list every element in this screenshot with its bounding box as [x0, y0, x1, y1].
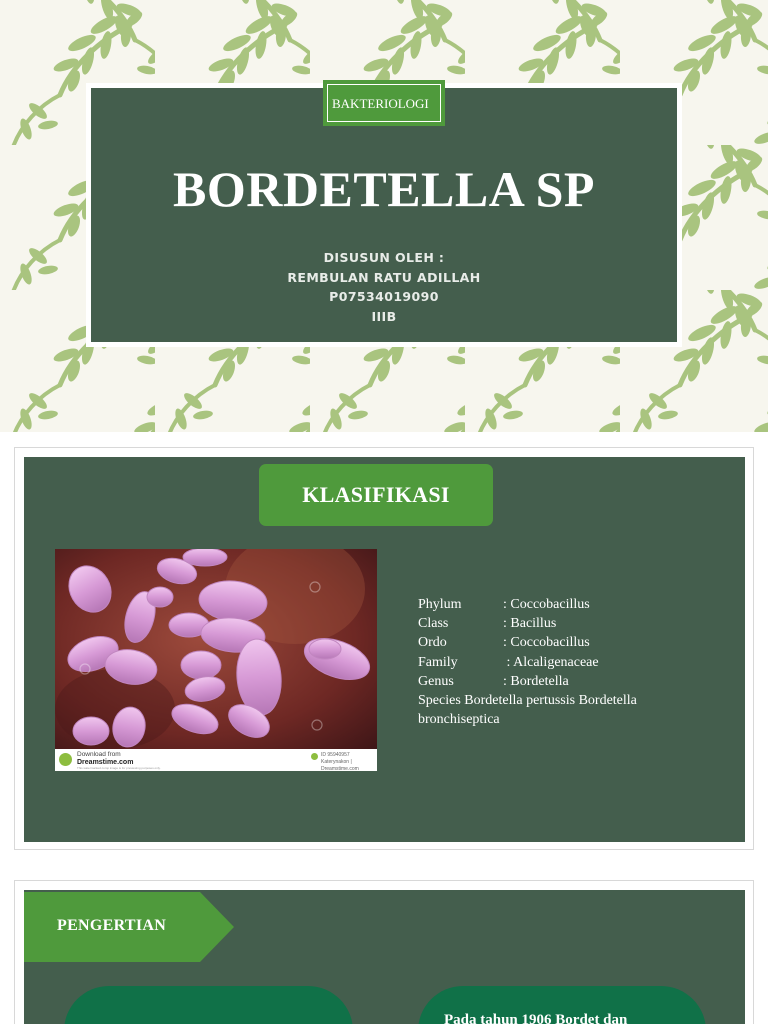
subject-tag [323, 80, 445, 126]
classification-key: Phylum [418, 597, 462, 612]
dreamstime-logo-icon [59, 753, 72, 766]
classification-species: Species Bordetella pertussis Bordetella bronchiseptica [418, 693, 637, 728]
classification-row-phylum [418, 595, 718, 614]
subject-tag-label: BAKTERIOLOGI [327, 84, 441, 122]
image-id-label: ID 95940957 [321, 752, 350, 758]
classification-heading: KLASIFIKASI [259, 464, 493, 526]
classification-key: Class [418, 616, 449, 632]
classification-value: : Coccobacillus [503, 597, 590, 612]
author-line-name: REMBULAN RATU ADILLAH [287, 269, 481, 285]
classification-row-genus [418, 672, 718, 691]
classification-key: Family [418, 654, 458, 670]
definition-card-text: Pada tahun 1906 Bordet dan [444, 1012, 628, 1024]
classification-key: Genus [418, 673, 454, 689]
title-slide [0, 0, 768, 432]
download-note: This watermarked comp image is for previewing purposes only. [77, 766, 161, 770]
classification-row-class [418, 614, 718, 633]
photo-watermark-bar [55, 749, 377, 771]
classification-list [418, 595, 718, 729]
classification-value: : Alcaligenaceae [503, 654, 599, 670]
presentation-title: BORDETELLA SP [173, 161, 595, 217]
download-site: Dreamstime.com [77, 758, 134, 766]
download-label: Download from [77, 751, 121, 758]
definition-heading: PENGERTIAN [57, 917, 167, 934]
author-line-prepared-by: DISUSUN OLEH : [323, 250, 445, 265]
author-line-id: P07534019090 [329, 289, 439, 304]
classification-row-family [418, 653, 718, 672]
image-author: Katerynakon | Dreamstime.com [321, 759, 359, 771]
author-info [91, 248, 677, 326]
image-id-icon [311, 753, 318, 760]
bacteria-illustration [55, 549, 377, 749]
classification-value: : Coccobacillus [503, 635, 590, 651]
bacteria-photo [55, 549, 377, 771]
definition-card-left [64, 986, 353, 1024]
image-id [321, 752, 377, 771]
classification-value: : Bordetella [503, 673, 569, 689]
classification-key: Ordo [418, 635, 447, 651]
author-line-class: IIIB [371, 308, 397, 324]
classification-row-ordo [418, 633, 718, 652]
classification-value: : Bacillus [503, 616, 557, 632]
download-credit [77, 751, 161, 770]
